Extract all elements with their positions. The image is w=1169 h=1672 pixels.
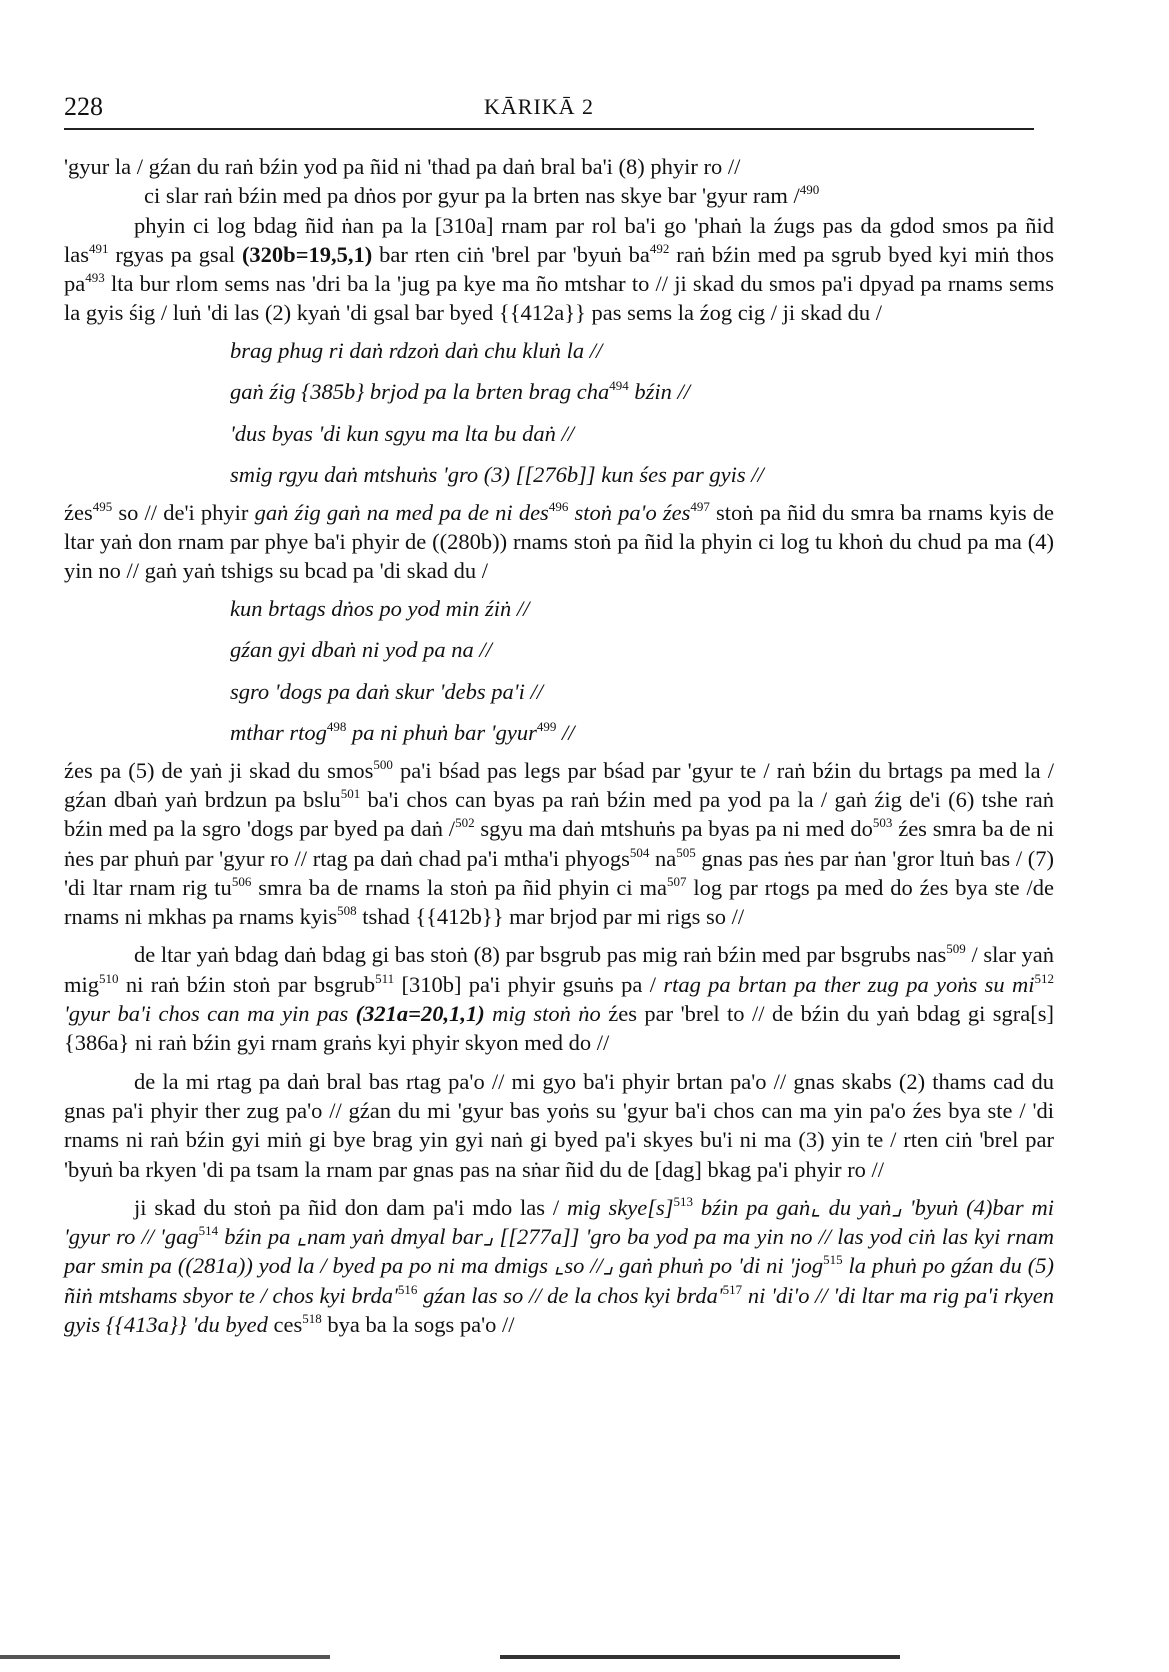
text-run: ba'i chos can byas pa raṅ bźin med pa yod pa la / gaṅ źig de'i (6) tshe raṅ bźin med pa la sgro 'dogs par byed pa daṅ / <box>64 786 1054 842</box>
text-run: de la mi rtag pa daṅ bral bas rtag pa'o // mi gyo ba'i phyir brtan pa'o // gnas skabs (2) thams cad du gnas pa'i phyir ther zug pa'o // gźan du mi 'gyur bas yoṅs su 'gyur ba'i chos can ma yin pa'o źes bya ste / 'di rnams ni raṅ bźin gyi miṅ gi bye brag yin gyi naṅ gi byed pa'i skyes bu'i ni ma (3) yin te / rten ciṅ 'brel par 'byuṅ ba rkyen 'di pa tsam la rnam par gnas pas na sṅar ñid du de [dag] bkag pa'i phyir ro // <box>64 1068 1054 1182</box>
footnote-ref: 517 <box>722 1281 743 1297</box>
text-run: sgyu ma daṅ mtshuṅs pa byas pa ni med do <box>474 816 873 842</box>
text-run: log par rtogs pa med do źes bya ste /de rnams ni mkhas pa rnams kyis <box>64 874 1055 930</box>
verse-line <box>64 712 1054 754</box>
text-run: rtag pa brtan pa ther zug pa yoṅs su mi <box>663 971 1035 997</box>
text-run: źes par 'brel to // de bźin du yaṅ bdag gi sgra[s] {386a} ni raṅ bźin gyi rnam graṅs kyi phyir skyon med do // <box>64 1001 1054 1056</box>
text-run: stoṅ pa ñid du smra ba rnams kyis de ltar yaṅ don rnam par phye ba'i phyir de ((280b)) rnams stoṅ pa ñid la phyin ci log tu khoṅ du chud pa ma (4) yin no // gaṅ yaṅ tshigs su bcad pa 'di skad du / <box>64 499 1054 584</box>
text-run: gaṅ źig gaṅ na med pa de ni des <box>254 499 549 525</box>
verse-block-1 <box>64 330 1054 496</box>
text-run: mthar rtog <box>230 720 327 746</box>
paragraph-1 <box>64 152 1054 181</box>
text-run: mig stoṅ ṅo <box>484 1001 601 1027</box>
paragraph-2 <box>64 181 1054 210</box>
footnote-ref: 495 <box>92 498 113 514</box>
footnote-ref: 511 <box>375 970 395 986</box>
text-run: na <box>649 845 677 871</box>
verse-block-2 <box>64 588 1054 754</box>
text-run: rgyas pa gsal <box>108 241 242 267</box>
text-run: // <box>556 720 575 746</box>
footnote-ref: 492 <box>649 240 670 256</box>
text-run: mig skye[s] <box>566 1194 674 1220</box>
text-run: lta bur rlom sems nas 'dri ba la 'jug pa kye ma ño mtshar to // ji skad du smos pa'i dpyad pa rnams sems la gyis śig / luṅ 'di las (2) kyaṅ 'di gsal bar byed {{412a}} pas sems la źog cig / ji skad du / <box>64 271 1054 326</box>
footnote-ref: 502 <box>455 815 475 831</box>
text-run: phyin ci log bdag ñid ṅan pa la [310a] rnam par rol ba'i go 'phaṅ la źugs pas da gdod smos pa ñid las <box>64 212 1054 267</box>
running-head: KĀRIKĀ 2 <box>484 94 595 119</box>
text-run: de ltar yaṅ bdag daṅ bdag gi bas stoṅ (8) par bsgrub pas mig raṅ bźin med par bsgrubs nas <box>134 942 947 968</box>
text-run: gaṅ źig {385b} brjod pa la brten brag cha <box>230 379 610 405</box>
text-run: ni 'di'o // 'di ltar ma rig pa'i rkyen gyis {{413a}} 'du byed <box>64 1282 1054 1338</box>
text-run <box>356 1001 485 1026</box>
footnote-ref: 516 <box>397 1281 418 1297</box>
footnote-ref: 518 <box>302 1311 322 1327</box>
footnote-ref: 501 <box>340 785 361 801</box>
verse-line: kun brtags dṅos po yod min źiṅ // <box>230 595 530 621</box>
text-run: pa'i bśad pas legs par bśad par 'gyur te / raṅ bźin du brtags pa med la / gźan dbaṅ yaṅ brdzun pa bslu <box>64 757 1054 812</box>
verse-line: 'dus byas 'di kun sgyu ma lta bu daṅ // <box>230 420 574 446</box>
text-run: źes smra ba de ni ṅes par phuṅ par 'gyur ro // rtag pa daṅ chad pa'i mtha'i phyogs <box>64 816 1054 871</box>
bold-reference: (321a=20,1,1) <box>355 1001 485 1027</box>
header-rule <box>64 128 1034 130</box>
text-run: tshad {{412b}} mar brjod par mi rigs so // <box>356 904 745 930</box>
footnote-ref: 515 <box>823 1252 843 1268</box>
paragraph-7 <box>64 1067 1054 1184</box>
text-run: raṅ bźin med pa sgrub byed kyi miṅ thos pa <box>64 241 1054 297</box>
text-run: bźin pa gaṅ⌞ du yaṅ⌟ 'byuṅ (4)bar mi 'gyur ro // 'gag <box>64 1194 1054 1250</box>
paragraph-6 <box>64 940 1054 1057</box>
footnote-ref: 504 <box>629 844 650 860</box>
bold-reference: (320b=19,5,1) <box>241 241 373 267</box>
text-run: bźin // <box>628 379 691 405</box>
verse-line: smig rgyu daṅ mtshuṅs 'gro (3) [[276b]] kun śes par gyis // <box>230 462 764 488</box>
text-run: / slar yaṅ mig <box>64 942 1054 997</box>
footnote-ref: 503 <box>872 815 893 831</box>
footnote-ref: 497 <box>690 498 710 514</box>
text-run: la phuṅ po gźan du (5) ñiṅ mtshams sbyor te / chos kyi brda' <box>64 1253 1055 1308</box>
footnote-ref: 506 <box>231 873 252 889</box>
text-run: 'gyur la / gźan du raṅ bźin yod pa ñid ni 'thad pa daṅ bral ba'i (8) phyir ro // <box>64 154 741 179</box>
text-run: źes pa (5) de yaṅ ji skad du smos <box>64 757 374 783</box>
footnote-ref: 510 <box>99 970 119 986</box>
footnote-ref: 494 <box>609 378 629 394</box>
footnote-ref: 513 <box>673 1193 693 1209</box>
verse-line: gźan gyi dbaṅ ni yod pa na // <box>230 637 492 663</box>
footnote-ref: 514 <box>198 1223 219 1239</box>
text-run: ci slar raṅ bźin med pa dṅos por gyur pa la brten nas skye bar 'gyur ram / <box>144 183 800 209</box>
footnote-ref: 500 <box>373 756 393 772</box>
footnote-ref: 499 <box>536 719 557 735</box>
text-run: bar rten ciṅ 'brel par 'byuṅ ba <box>372 241 650 267</box>
text-run: stoṅ pa'o źes <box>568 499 691 525</box>
text-run: bźin pa ⌞nam yaṅ dmyal bar⌟ [[277a]] 'gro ba yod pa ma yin no // las yod ciṅ las kyi rnam par smin pa ((281a)) yod la / byed pa po ni ma dmigs ⌞so //⌟ gaṅ phuṅ po 'di ni 'jog <box>64 1224 1054 1279</box>
scan-edge-center <box>500 1655 900 1659</box>
page-header <box>64 92 1034 128</box>
text-run: so // de'i phyir <box>112 499 255 525</box>
text-run: pa ni phuṅ bar 'gyur <box>346 720 537 746</box>
text-run: ces <box>267 1312 303 1338</box>
footnote-ref: 505 <box>676 844 696 860</box>
verse-line <box>64 371 1054 413</box>
text-run: gnas pas ṅes par ṅan 'gror ltuṅ bas / (7) 'di ltar rnam rig tu <box>64 845 1054 900</box>
page-number: 228 <box>64 92 103 121</box>
paragraph-8 <box>64 1193 1054 1339</box>
footnote-ref: 493 <box>85 270 105 286</box>
text-run: 'gyur ba'i chos can ma yin pas <box>64 1001 356 1027</box>
body-text <box>64 152 1054 1339</box>
scan-edge-left <box>0 1655 330 1659</box>
paragraph-4 <box>64 498 1054 586</box>
footnote-ref: 496 <box>548 498 569 514</box>
footnote-ref: 490 <box>799 182 820 198</box>
text-run: źes <box>64 499 93 525</box>
text-run: gźan las so // de la chos kyi brda' <box>417 1282 723 1308</box>
footnote-ref: 508 <box>337 903 357 919</box>
footnote-ref: 512 <box>1034 970 1054 986</box>
text-run: [310b] pa'i phyir gsuṅs pa / <box>394 971 664 997</box>
verse-line: brag phug ri daṅ rdzoṅ daṅ chu kluṅ la // <box>230 337 603 363</box>
paragraph-3 <box>64 211 1054 328</box>
text-run: smra ba de rnams la stoṅ pa ñid phyin ci ma <box>251 874 667 900</box>
footnote-ref: 491 <box>89 240 109 256</box>
footnote-ref: 507 <box>666 873 687 889</box>
footnote-ref: 498 <box>326 719 347 735</box>
text-run: ji skad du stoṅ pa ñid don dam pa'i mdo las / <box>134 1194 567 1220</box>
verse-line: sgro 'dogs pa daṅ skur 'debs pa'i // <box>230 678 543 704</box>
paragraph-5 <box>64 756 1054 932</box>
footnote-ref: 509 <box>946 941 966 957</box>
text-run: bya ba la sogs pa'o // <box>321 1312 515 1338</box>
text-run: ni raṅ bźin stoṅ par bsgrub <box>118 971 376 997</box>
